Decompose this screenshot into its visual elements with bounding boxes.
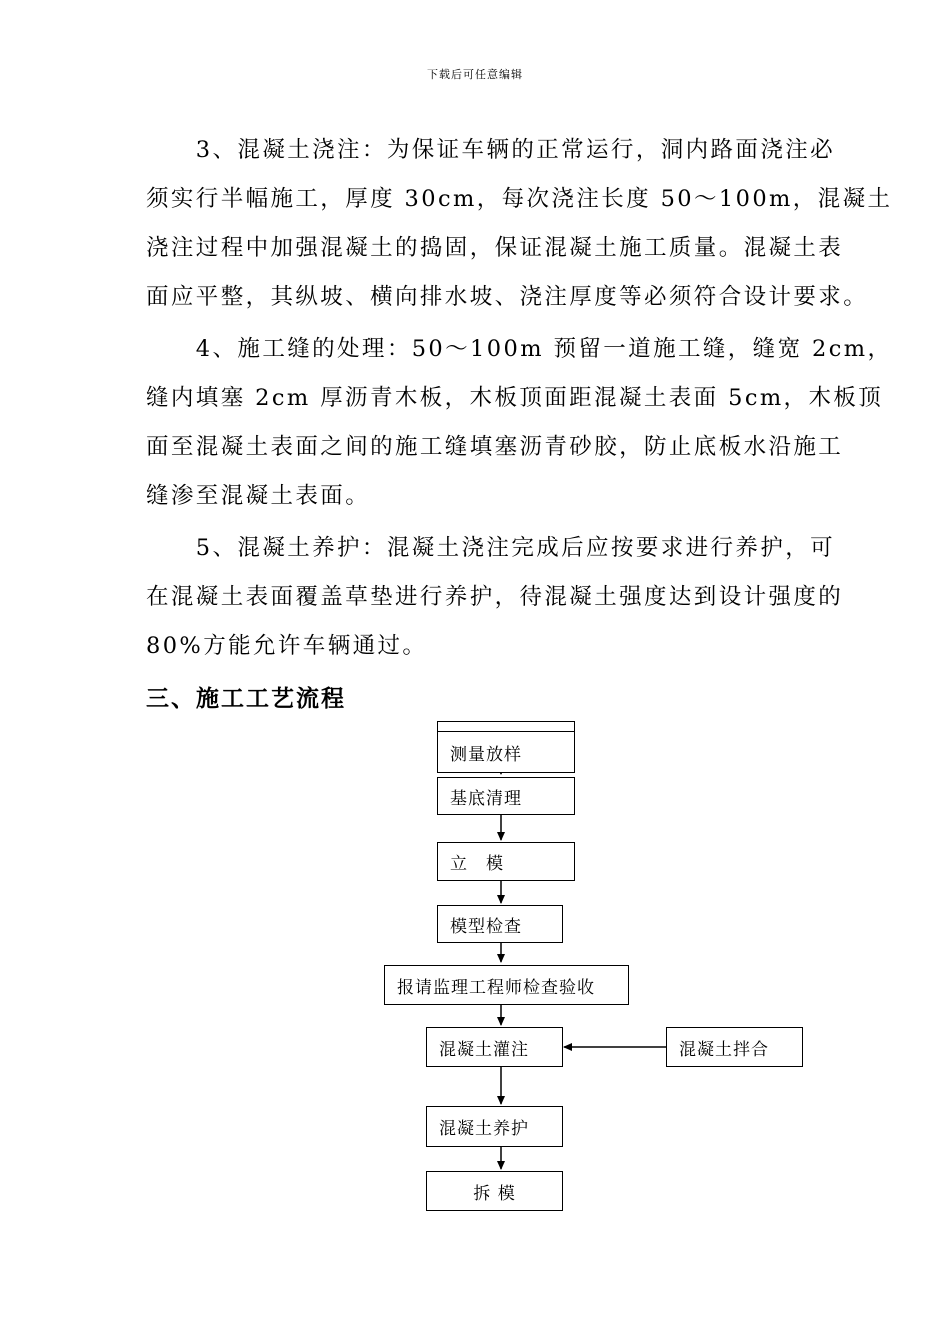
flow-step-formwork: 立 模 [437, 842, 575, 881]
paragraph-line: 浇注过程中加强混凝土的捣固，保证混凝土施工质量。混凝土表 [146, 235, 844, 261]
page-header: 下载后可任意编辑 [427, 68, 523, 81]
flow-step-remove-formwork: 拆 模 [426, 1171, 563, 1211]
paragraph-line: 3、混凝土浇注：为保证车辆的正常运行，洞内路面浇注必 [146, 137, 836, 163]
flow-step-concrete-pouring: 混凝土灌注 [426, 1027, 563, 1067]
flow-step-concrete-curing: 混凝土养护 [426, 1106, 563, 1147]
paragraph-line: 须实行半幅施工，厚度 30cm，每次浇注长度 50～100m，混凝土 [146, 186, 893, 212]
flow-step-supervisor-approval: 报请监理工程师检查验收 [384, 965, 629, 1005]
paragraph-line: 4、施工缝的处理：50～100m 预留一道施工缝，缝宽 2cm， [146, 336, 893, 362]
section-heading: 三、施工工艺流程 [146, 685, 346, 712]
paragraph-line: 缝内填塞 2cm 厚沥青木板，木板顶面距混凝土表面 5cm，木板顶 [146, 385, 884, 411]
paragraph-line: 5、混凝土养护：混凝土浇注完成后应按要求进行养护，可 [146, 535, 836, 561]
paragraph-line: 80%方能允许车辆通过。 [146, 633, 428, 659]
flow-step-base-cleaning: 基底清理 [437, 777, 575, 815]
flow-side-concrete-mixing: 混凝土拌合 [666, 1027, 803, 1067]
paragraph-line: 在混凝土表面覆盖草垫进行养护，待混凝土强度达到设计强度的 [146, 584, 844, 610]
paragraph-line: 面至混凝土表面之间的施工缝填塞沥青砂胶，防止底板水沿施工 [146, 434, 844, 460]
flow-step-form-inspection: 模型检查 [437, 905, 563, 943]
flow-step-survey: 测量放样 [437, 731, 575, 773]
paragraph-line: 面应平整，其纵坡、横向排水坡、浇注厚度等必须符合设计要求。 [146, 284, 869, 310]
paragraph-line: 缝渗至混凝土表面。 [146, 483, 371, 509]
